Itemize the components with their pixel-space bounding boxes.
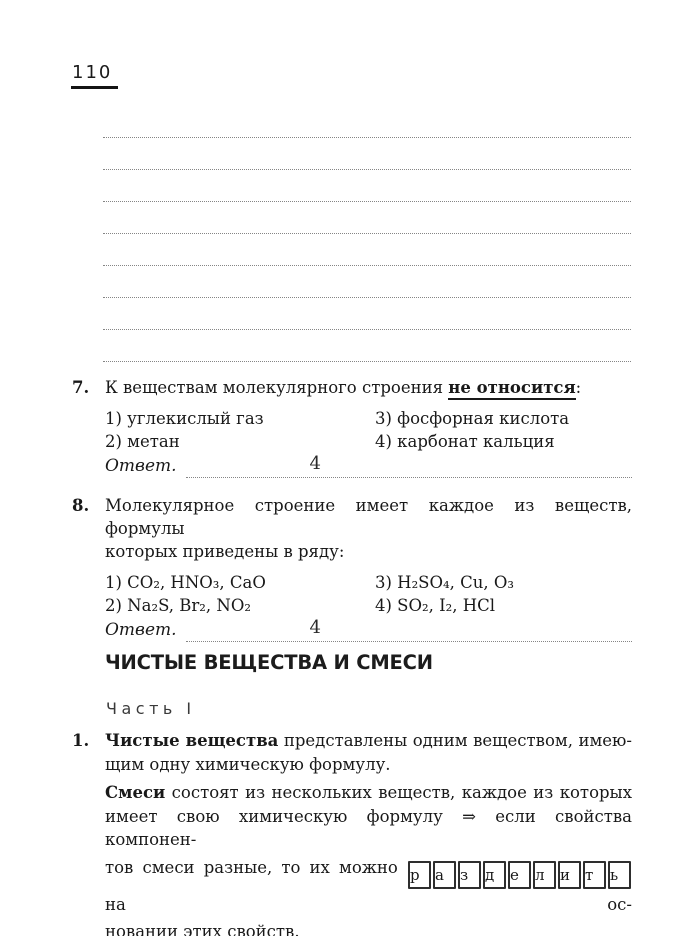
answer-blank-line: [186, 617, 632, 642]
options-grid: [105, 407, 632, 453]
writing-line: [103, 138, 631, 170]
option-3: 3) H₂SO₄, Cu, O₃: [375, 573, 515, 592]
question-number: 1.: [72, 731, 90, 750]
answer-row: [105, 619, 632, 642]
text-line: новании этих свойств.: [105, 921, 300, 936]
writing-line: [103, 202, 631, 234]
letter-box: т: [583, 861, 606, 889]
question-number: 8.: [72, 496, 90, 515]
page-number: 110: [71, 62, 118, 89]
text-line: Смеси состоят из нескольких веществ, каждое из которых: [105, 783, 632, 802]
option-1: 1) углекислый газ: [105, 409, 264, 428]
question-7: [72, 376, 632, 478]
question-number: 7.: [72, 378, 90, 397]
answer-row: [105, 455, 632, 478]
question-prompt-line: которых приведены в ряду:: [105, 542, 345, 561]
question-1: [72, 729, 632, 936]
paragraph-pure-substances: [105, 729, 632, 776]
section-heading: ЧИСТЫЕ ВЕЩЕСТВА И СМЕСИ: [105, 651, 433, 674]
option-4: 4) SO₂, I₂, HCl: [375, 596, 496, 615]
writing-line: [103, 266, 631, 298]
letter-box: и: [558, 861, 581, 889]
writing-line: [103, 106, 631, 138]
handwritten-answer: 4: [309, 453, 321, 474]
letter-box: л: [533, 861, 556, 889]
text-line-with-boxes: тов смеси разные, то их можно р а з д е л и т ь на ос-: [105, 857, 632, 914]
bold-term: Чистые вещества: [105, 731, 279, 750]
options-grid: [105, 571, 632, 617]
letter-box: з: [458, 861, 481, 889]
answer-label: Ответ.: [105, 456, 177, 476]
part-label: Часть I: [106, 699, 196, 718]
option-2: 2) метан: [105, 432, 180, 451]
writing-lines: [103, 106, 631, 362]
letter-box: д: [483, 861, 506, 889]
letter-box: р: [408, 861, 431, 889]
writing-line: [103, 234, 631, 266]
option-2: 2) Na₂S, Br₂, NO₂: [105, 596, 251, 615]
boxed-word: [407, 858, 632, 884]
letter-box: а: [433, 861, 456, 889]
answer-blank-line: [186, 453, 632, 478]
option-3: 3) фосфорная кислота: [375, 409, 570, 428]
text-line: Чистые вещества представлены одним веществом, имею-: [105, 731, 632, 750]
question-prompt-line: Молекулярное строение имеет каждое из веществ, формулы: [105, 496, 632, 538]
text-line: имеет свою химическую формулу ⇒ если свойства компонен-: [105, 806, 632, 849]
question-prompt: К веществам молекулярного строения не относится:: [105, 376, 632, 399]
text-line: щим одну химическую формулу.: [105, 754, 391, 774]
emphasized-phrase: не относится: [448, 378, 575, 400]
option-4: 4) карбонат кальция: [375, 432, 555, 451]
bold-term: Смеси: [105, 783, 166, 802]
handwritten-answer: 4: [309, 617, 321, 638]
writing-line: [103, 170, 631, 202]
writing-line: [103, 298, 631, 330]
answer-label: Ответ.: [105, 620, 177, 640]
writing-line: [103, 330, 631, 362]
question-8: [72, 494, 632, 642]
letter-box: ь: [608, 861, 631, 889]
paragraph-mixtures: [105, 781, 632, 936]
letter-box: е: [508, 861, 531, 889]
option-1: 1) CO₂, HNO₃, CaO: [105, 573, 266, 592]
